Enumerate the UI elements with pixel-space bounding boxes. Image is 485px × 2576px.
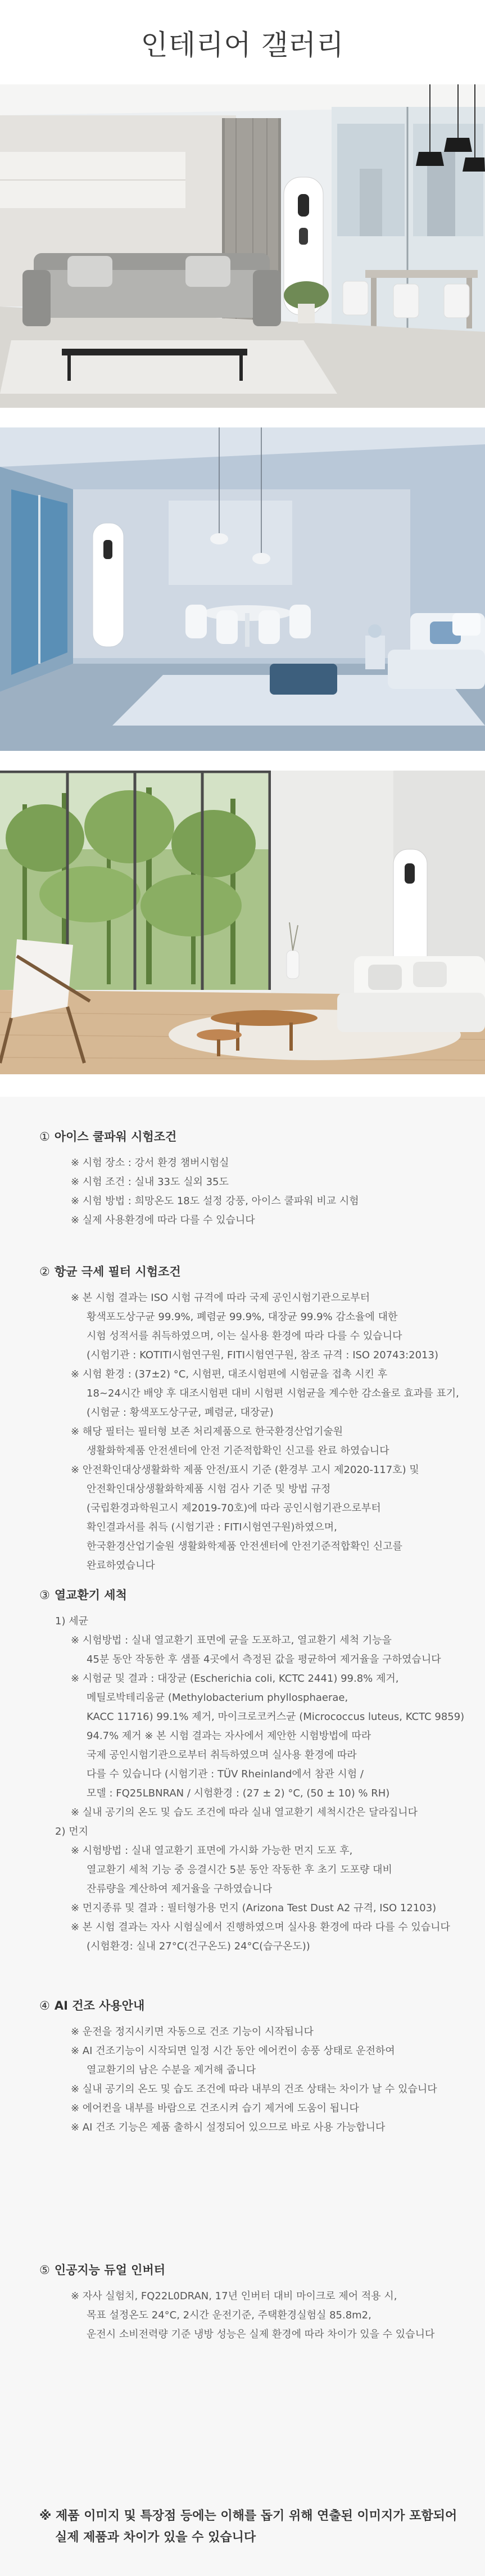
section-heading [39, 1997, 466, 2014]
note-line: ※ 안전확인대상생활화학 제품 안전/표시 기준 (환경부 고시 제2020-117호) 및 [71, 1464, 419, 1476]
image-disclaimer [39, 2506, 466, 2548]
section-heading [39, 1586, 466, 1603]
note-line: ※ 자사 실험치, FQ22L0DRAN, 17년 인버터 대비 마이크로 제어 적용 시, [71, 2290, 397, 2302]
living-room-photo-2 [0, 427, 485, 751]
note-line: ※ 시험 장소 : 강서 환경 챔버시험실 [71, 1157, 229, 1169]
note-line: (시험환경: 실내 27°C(건구온도) 24°C(습구온도)) [87, 1940, 310, 1952]
note-line: ※ 실내 공기의 온도 및 습도 조건에 따라 실내 열교환기 세척시간은 달라집니다 [71, 1807, 418, 1818]
note-line: 94.7% 제거 ※ 본 시험 결과는 자사에서 제안한 시험방법에 따라 [87, 1730, 371, 1742]
note-section-heat-exchanger [39, 1586, 466, 1956]
note-line: 국제 공인시험기관으로부터 취득하였으며 실사용 환경에 따라 [87, 1749, 357, 1761]
note-line: ※ 해당 필터는 필터형 보존 처리제품으로 한국환경산업기술원 [71, 1426, 343, 1438]
note-line: 열교환기의 남은 수분을 제거해 줍니다 [87, 2064, 256, 2076]
living-room-photo-1 [0, 84, 485, 408]
note-line: (시험균 : 황색포도상구균, 폐렴균, 대장균) [87, 1407, 274, 1418]
section-title: 열교환기 세척 [54, 1588, 127, 1602]
note-line: ※ 먼지종류 및 결과 : 필터형가용 먼지 (Arizona Test Dust A2 규격, ISO 12103) [71, 1902, 437, 1914]
note-line: 안전확인대상생활화학제품 시험 검사 기준 및 방법 규정 [87, 1483, 331, 1495]
note-line: ※ 시험 조건 : 실내 33도 실외 35도 [71, 1176, 229, 1188]
disclaimer-line: 실제 제품과 차이가 있을 수 있습니다 [55, 2530, 256, 2545]
section-heading [39, 2261, 466, 2278]
note-line: 45분 동안 작동한 후 샘플 4곳에서 측정된 값을 평균하여 제거율을 구하였습니다 [87, 1654, 441, 1665]
note-section-ai-drying [39, 1997, 466, 2137]
section-number: ② [39, 1265, 50, 1278]
note-line: ※ 에어컨을 내부를 바람으로 건조시켜 습기 제거에 도움이 됩니다 [71, 2102, 359, 2114]
note-line: ※ 시험방법 : 실내 열교환기 표면에 균을 도포하고, 열교환기 세척 기능을 [71, 1634, 392, 1646]
note-line: 확인결과서를 취득 (시험기관 : FITI시험연구원)하였으며, [87, 1521, 337, 1533]
section-number: ① [39, 1130, 50, 1143]
note-line: ※ 시험 환경 : (37±2) °C, 시험편, 대조시험편에 시험균을 접촉 시킨 후 [71, 1368, 388, 1380]
subsection-title: 2) 먼지 [55, 1826, 88, 1838]
note-line: ※ 본 시험 결과는 ISO 시험 규격에 따라 국제 공인시험기관으로부터 [71, 1292, 370, 1304]
section-title: 아이스 쿨파워 시험조건 [54, 1130, 177, 1143]
note-line: 생활화학제품 안전센터에 안전 기준적합확인 신고를 완료 하였습니다 [87, 1445, 389, 1457]
living-room-photo-3 [0, 771, 485, 1074]
note-line: ※ AI 건조 기능은 제품 출하시 설정되어 있으므로 바로 사용 가능합니다 [71, 2122, 386, 2133]
section-heading [39, 1263, 466, 1280]
section-number: ⑤ [39, 2263, 50, 2277]
note-line: 황색포도상구균 99.9%, 폐렴균 99.9%, 대장균 99.9% 감소율에 대한 [87, 1311, 398, 1323]
note-line: 시험 성적서를 취득하였으며, 이는 실사용 환경에 따라 다를 수 있습니다 [87, 1330, 402, 1342]
note-line: KACC 11716) 99.1% 제거, 마이크로코커스균 (Micrococcus luteus, KCTC 9859) [87, 1711, 465, 1723]
note-line: (국립환경과학원고시 제2019-70호)에 따라 공인시험기관으로부터 [87, 1502, 381, 1514]
note-line: 한국환경산업기술원 생활화학제품 안전센터에 안전기준적합확인 신고를 [87, 1541, 402, 1552]
section-title: 항균 극세 필터 시험조건 [54, 1265, 181, 1278]
section-title: AI 건조 사용안내 [54, 1999, 145, 2012]
note-line: 잔류량을 계산하여 제거율을 구하였습니다 [87, 1883, 273, 1895]
note-line: ※ 실내 공기의 온도 및 습도 조건에 따라 내부의 건조 상태는 차이가 날 수 있습니다 [71, 2083, 437, 2095]
subsection-title: 1) 세균 [55, 1615, 88, 1627]
note-line: 목표 설정온도 24°C, 2시간 운전기준, 주택환경실험실 85.8m2, [87, 2309, 371, 2321]
section-number: ④ [39, 1999, 50, 2012]
note-line: ※ 본 시험 결과는 자사 시험실에서 진행하였으며 실사용 환경에 따라 다를 수 있습니다 [71, 1921, 450, 1933]
note-line: 완료하였습니다 [87, 1560, 155, 1571]
note-line: 열교환기 세척 기능 중 응결시간 5분 동안 작동한 후 초기 도포량 대비 [87, 1864, 392, 1876]
note-line: 메틸로박테리움균 (Methylobacterium phyllosphaerae, [87, 1692, 348, 1704]
note-line: ※ 시험방법 : 실내 열교환기 표면에 가시화 가능한 먼지 도포 후, [71, 1845, 353, 1857]
note-section-antibacterial-filter [39, 1263, 466, 1575]
note-line: 다를 수 있습니다 (시험기관 : TÜV Rheinland에서 참관 시험 / [87, 1768, 364, 1780]
section-title: 인공지능 듀얼 인버터 [54, 2263, 166, 2277]
note-line: 18~24시간 배양 후 대조시험편 대비 시험편 시험균을 계수한 감소율로 효과를 표기, [87, 1388, 459, 1399]
note-line: ※ 시험 방법 : 희망온도 18도 설정 강풍, 아이스 쿨파워 비교 시험 [71, 1195, 359, 1207]
note-line: ※ AI 건조기능이 시작되면 일정 시간 동안 에어컨이 송풍 상태로 운전하여 [71, 2045, 395, 2057]
section-number: ③ [39, 1588, 50, 1602]
note-line: ※ 운전을 정지시키면 자동으로 건조 기능이 시작됩니다 [71, 2026, 314, 2038]
note-section-dual-inverter [39, 2261, 466, 2344]
note-section-ice-cool [39, 1128, 466, 1230]
note-line: 운전시 소비전력량 기준 냉방 성능은 실제 환경에 따라 차이가 있을 수 있습니다 [87, 2329, 435, 2340]
gallery-title: 인테리어 갤러리 [140, 29, 345, 61]
note-line: (시험기관 : KOTITI시험연구원, FITI시험연구원, 참조 규격 : ISO 20743:2013) [87, 1349, 438, 1361]
note-line: ※ 실제 사용환경에 따라 다를 수 있습니다 [71, 1214, 255, 1226]
note-line: ※ 시험균 및 결과 : 대장균 (Escherichia coli, KCTC 2441) 99.8% 제거, [71, 1673, 399, 1685]
note-line: 모델 : FQ25LBNRAN / 시험환경 : (27 ± 2) °C, (50 ± 10) % RH) [87, 1787, 390, 1799]
section-heading [39, 1128, 466, 1145]
disclaimer-line: ※ 제품 이미지 및 특장점 등에는 이해를 돕기 위해 연출된 이미지가 포함되어 [39, 2509, 457, 2523]
